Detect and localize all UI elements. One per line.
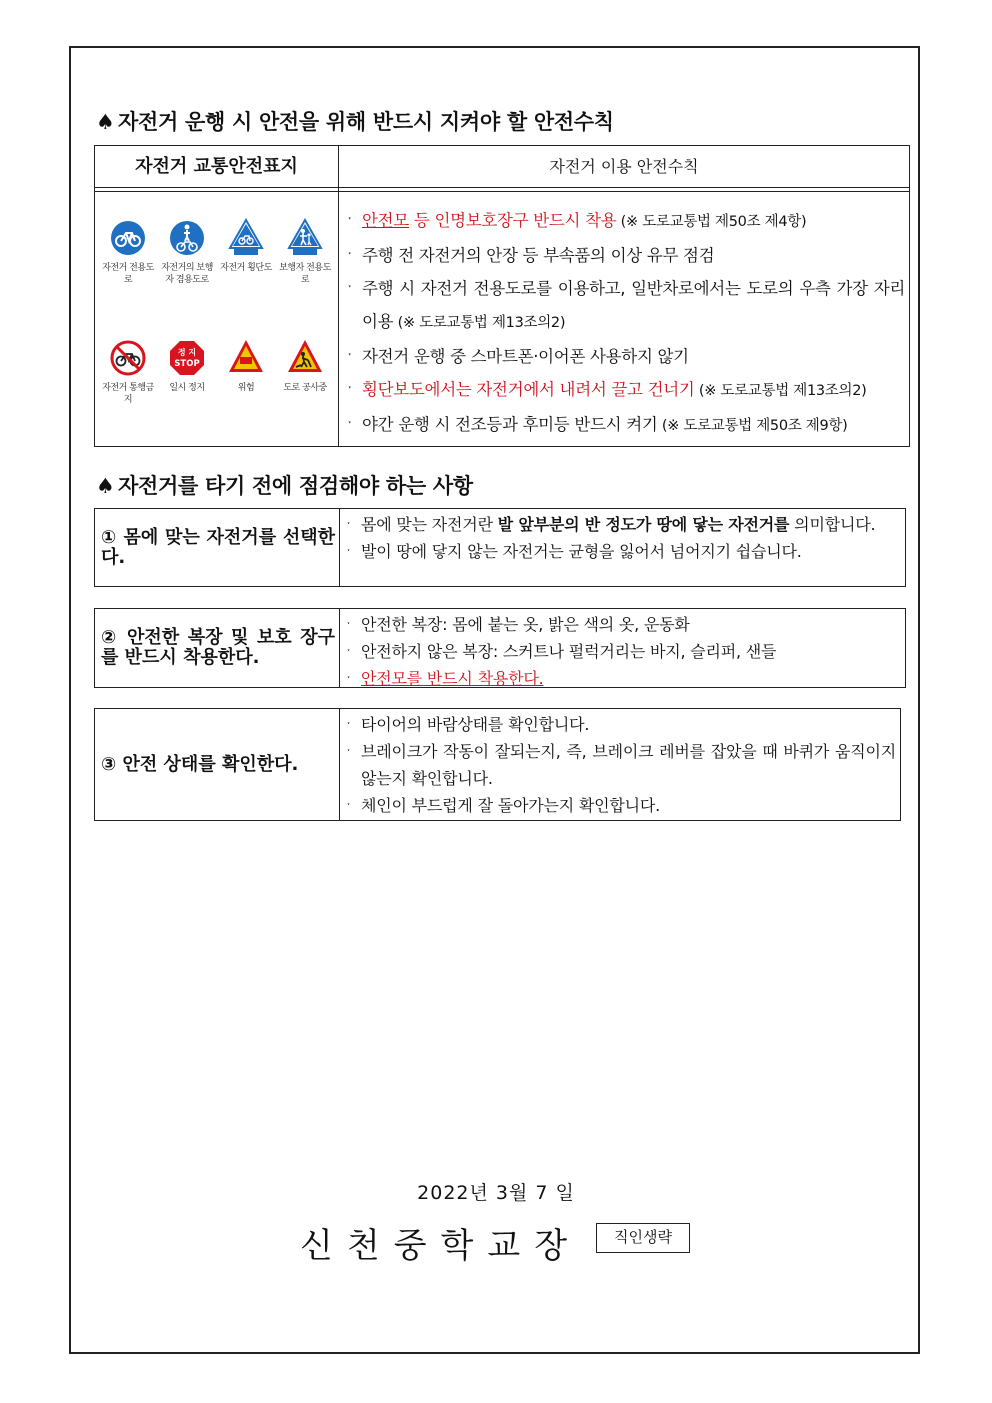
pedestrian-only-road-sign-icon bbox=[287, 218, 323, 256]
bicycle-crossing-sign-icon bbox=[228, 218, 264, 256]
bullet-icon: ˑ bbox=[347, 745, 351, 758]
sign-no-bicycle bbox=[99, 340, 157, 406]
bullet-icon: ˑ bbox=[347, 799, 351, 812]
bullet-icon: ˑ bbox=[348, 281, 352, 295]
sign-pedestrian-only-road bbox=[276, 218, 334, 286]
sign-caption: 위험 bbox=[237, 383, 255, 393]
school-principal: 신천중학교장 bbox=[300, 1226, 582, 1266]
bullet-icon: ˑ bbox=[348, 417, 352, 431]
rule-item: ˑ 주행 시 자전거 전용도로를 이용하고, 일반차로에서는 도로의 우측 가장 자리 이용 (※ 도로교통법 제13조의2) bbox=[348, 272, 905, 340]
check-label: ③ 안전 상태를 확인한다. bbox=[101, 753, 299, 775]
bullet-icon: ˑ bbox=[348, 382, 352, 396]
check-body bbox=[347, 611, 901, 692]
bullet-icon: ˑ bbox=[347, 718, 351, 731]
stop-sign-english: STOP bbox=[174, 359, 200, 369]
rule-item: ˑ 자전거 운행 중 스마트폰·이어폰 사용하지 않기 bbox=[348, 340, 905, 373]
bullet-icon: ˑ bbox=[348, 349, 352, 363]
check-label: ① 몸에 맞는 자전거를 선택한다. bbox=[101, 526, 335, 568]
section2-heading bbox=[96, 470, 473, 500]
bullet-icon: ˑ bbox=[347, 645, 351, 658]
spade-icon: ♠ bbox=[96, 474, 115, 498]
check-box-2 bbox=[94, 608, 906, 688]
seal-omitted-box: 직인생략 bbox=[596, 1223, 690, 1253]
section1-title: 자전거 운행 시 안전을 위해 반드시 지켜야 할 안전수칙 bbox=[118, 110, 614, 134]
check-item: ˑ 브레이크가 작동이 잘되는지, 즉, 브레이크 레버를 잡았을 때 바퀴가 움직이지 않는지 확인합니다. bbox=[347, 738, 896, 792]
section1-heading bbox=[96, 106, 614, 136]
col-header-signs: 자전거 교통안전표지 bbox=[135, 156, 298, 177]
sign-caption: 자전거 횡단도 bbox=[220, 263, 272, 273]
sign-stop bbox=[158, 340, 216, 394]
rule-item: ˑ 안전모 등 인명보호장구 반드시 착용 (※ 도로교통법 제50조 제4항) bbox=[348, 204, 905, 239]
danger-sign-icon bbox=[228, 338, 264, 376]
sign-caption: 자전거의 보행자 겸용도로 bbox=[161, 263, 213, 285]
bullet-icon: ˑ bbox=[348, 248, 352, 262]
check-item: ˑ 체인이 부드럽게 잘 돌아가는지 확인합니다. bbox=[347, 792, 896, 819]
road-work-sign-icon bbox=[287, 338, 323, 376]
check-box-3 bbox=[94, 708, 901, 821]
rule-item: ˑ 주행 전 자전거의 안장 등 부속품의 이상 유무 점검 bbox=[348, 239, 905, 272]
no-bicycle-sign-icon bbox=[110, 340, 146, 376]
bullet-icon: ˑ bbox=[347, 518, 351, 531]
sign-bicycle-pedestrian-shared bbox=[158, 220, 216, 286]
sign-caption: 일시 정지 bbox=[169, 383, 205, 393]
bicycle-only-road-sign-icon bbox=[110, 220, 146, 256]
bullet-icon: ˑ bbox=[348, 213, 352, 227]
check-item: ˑ 발이 땅에 닿지 않는 자전거는 균형을 잃어서 넘어지기 쉽습니다. bbox=[347, 538, 901, 565]
check-item: ˑ 몸에 맞는 자전거란 발 앞부분의 반 정도가 땅에 닿는 자전거를 의미합니다. bbox=[347, 511, 901, 538]
rule-item: ˑ 횡단보도에서는 자전거에서 내려서 끌고 건너기 (※ 도로교통법 제13조의2) bbox=[348, 373, 905, 408]
bullet-icon: ˑ bbox=[347, 672, 351, 685]
spade-icon: ♠ bbox=[96, 110, 115, 134]
check-item: ˑ 안전한 복장: 몸에 붙는 옷, 밝은 색의 옷, 운동화 bbox=[347, 611, 901, 638]
col-header-rules: 자전거 이용 안전수칙 bbox=[549, 157, 699, 176]
sign-road-work bbox=[276, 338, 334, 394]
sign-caption: 도로 공사중 bbox=[283, 383, 327, 393]
sign-bicycle-only-road bbox=[99, 220, 157, 286]
traffic-signs-panel bbox=[95, 192, 338, 446]
sign-caption: 보행자 전용도로 bbox=[279, 263, 331, 285]
sign-bicycle-crossing bbox=[217, 218, 275, 274]
safety-rules-table bbox=[94, 145, 910, 447]
sign-caption: 자전거 전용도로 bbox=[102, 263, 154, 285]
issue-date: 2022년 3월 7 일 bbox=[417, 1182, 575, 1204]
bullet-icon: ˑ bbox=[347, 545, 351, 558]
rule-item: ˑ 야간 운행 시 전조등과 후미등 반드시 켜기 (※ 도로교통법 제50조 제9항) bbox=[348, 408, 905, 443]
check-body bbox=[347, 711, 896, 819]
check-item: ˑ 타이어의 바람상태를 확인합니다. bbox=[347, 711, 896, 738]
check-item: ˑ 안전모를 반드시 착용한다. bbox=[347, 665, 901, 692]
check-box-1 bbox=[94, 508, 906, 587]
bullet-icon: ˑ bbox=[347, 618, 351, 631]
stop-sign-korean: 정 지 bbox=[177, 348, 197, 357]
check-label: ② 안전한 복장 및 보호 장구를 반드시 착용한다. bbox=[101, 627, 335, 668]
check-item: ˑ 안전하지 않은 복장: 스커트나 펄럭거리는 바지, 슬리퍼, 샌들 bbox=[347, 638, 901, 665]
sign-danger bbox=[217, 338, 275, 394]
stop-sign-icon bbox=[169, 340, 205, 376]
section2-title: 자전거를 타기 전에 점검해야 하는 사항 bbox=[118, 474, 473, 498]
sign-caption: 자전거 통행금지 bbox=[102, 383, 154, 405]
bicycle-pedestrian-shared-sign-icon bbox=[169, 220, 205, 256]
check-body bbox=[347, 511, 901, 565]
safety-rules-list bbox=[348, 204, 905, 443]
